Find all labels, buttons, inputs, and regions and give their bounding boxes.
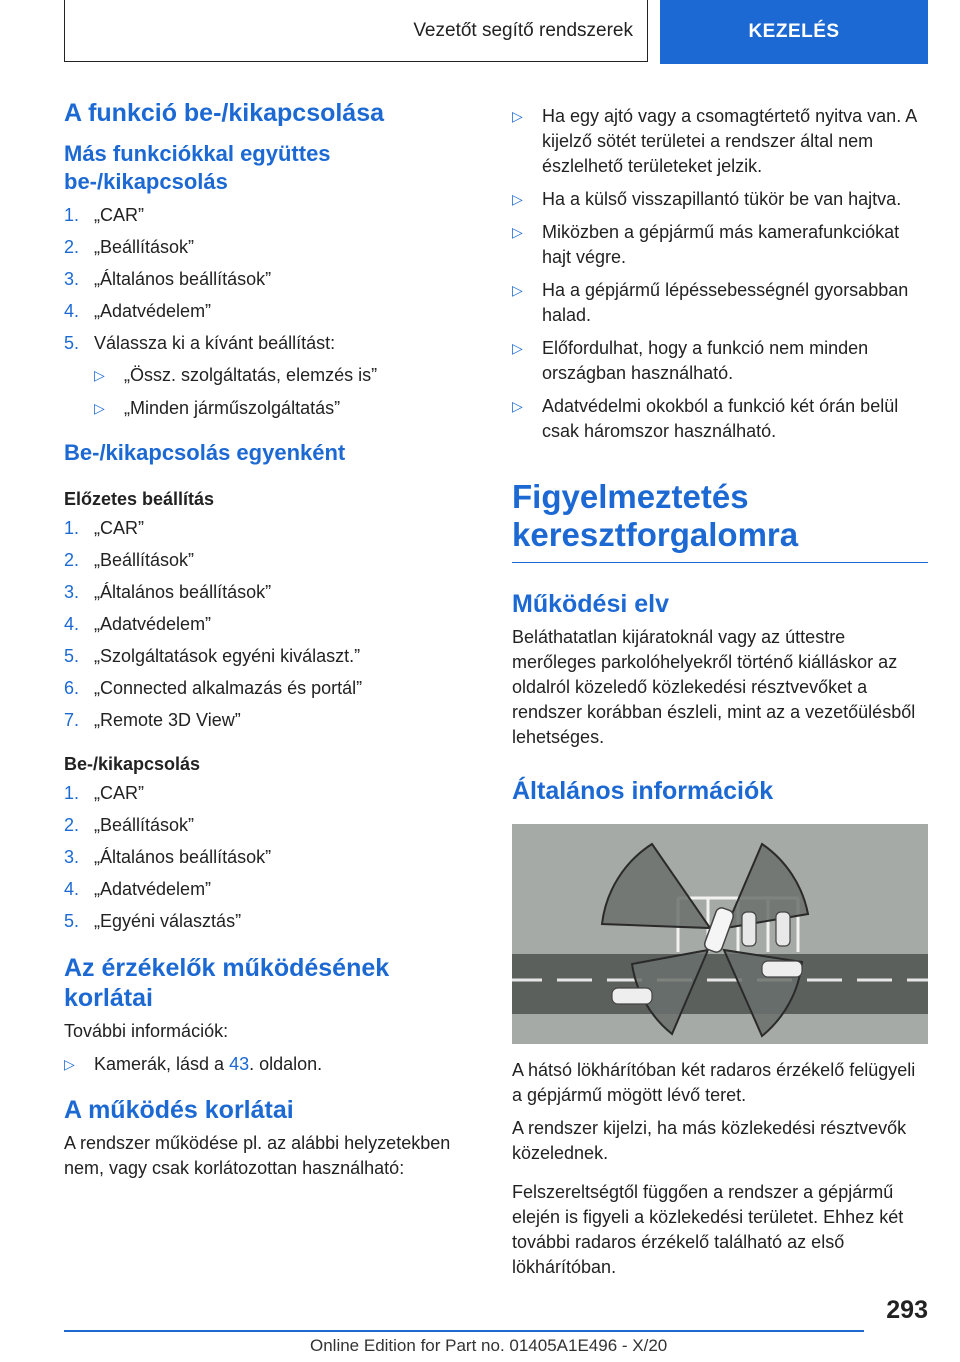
list-item: ▷ Ha a gépjármű lépéssebességnél gyorsabban halad. xyxy=(512,278,928,328)
steps-list-2 xyxy=(64,516,474,732)
list-item: 4. „Adatvédelem” xyxy=(64,613,212,634)
list-item: 2. „Beállítások” xyxy=(64,237,195,257)
general-text-3: Felszereltségtől függően a rendszer a gépjármű elején is figyeli a közlekedési területet. Ehhez két további radaros érzékelő található az első lökhárítóban. xyxy=(512,1181,904,1277)
subheading-preset: Előzetes beállítás xyxy=(64,488,215,509)
heading-combined-toggle: Más funkciókkal együttes be-/kikapcsolás xyxy=(64,141,331,194)
page-link[interactable]: 43 xyxy=(229,1053,250,1074)
triangle-bullet-icon: ▷ xyxy=(512,282,523,298)
triangle-bullet-icon: ▷ xyxy=(512,224,523,240)
triangle-bullet-icon: ▷ xyxy=(64,1055,75,1072)
heading-sensor-limits: Az érzékelők működésének korlátai xyxy=(64,953,390,1012)
section-title: Vezetőt segítő rendszerek xyxy=(64,0,648,62)
list-item: 3. „Általános beállítások” xyxy=(64,846,272,867)
list-item: 2. „Beállítások” xyxy=(64,549,195,570)
heading-individual-toggle: Be-/kikapcsolás egyenként xyxy=(64,440,346,465)
list-item: ▷ Adatvédelmi okokból a funkció két órán belül csak háromszor használható. xyxy=(512,394,928,444)
heading-function-toggle: A funkció be-/kikapcsolása xyxy=(64,99,385,127)
edition-text: Online Edition for Part no. 01405A1E496 - X/20 xyxy=(310,1336,668,1355)
list-item: 2. „Beállítások” xyxy=(64,814,195,835)
list-item: ▷ „Minden járműszolgáltatás” xyxy=(94,396,474,421)
list-item: 5. „Szolgáltatások egyéni kiválaszt.” xyxy=(64,645,361,666)
limits-bullets xyxy=(512,104,928,444)
heading-function-limits: A működés korlátai xyxy=(64,1095,294,1124)
triangle-bullet-icon: ▷ xyxy=(512,108,523,124)
list-item: 4. „Adatvédelem” xyxy=(64,878,212,899)
list-item: 1. „CAR” xyxy=(64,205,144,225)
list-item: 5. „Egyéni választás” xyxy=(64,910,242,931)
list-item: 7. „Remote 3D View” xyxy=(64,709,241,730)
camera-list xyxy=(64,1052,474,1077)
list-item: 4. „Adatvédelem” xyxy=(64,301,212,321)
left-column xyxy=(64,98,474,1189)
list-item: 6. „Connected alkalmazás és portál” xyxy=(64,677,363,698)
triangle-bullet-icon: ▷ xyxy=(94,367,105,383)
list-item: ▷ Kamerák, lásd a 43. oldalon. xyxy=(64,1052,474,1077)
footer-divider xyxy=(64,1330,864,1332)
list-item: ▷ Ha a külső visszapillantó tükör be van hajtva. xyxy=(512,187,928,212)
page-number: 293 xyxy=(886,1296,928,1324)
more-info-text: További információk: xyxy=(64,1020,229,1041)
list-item: ▷ Miközben a gépjármű más kamerafunkciókat hajt végre. xyxy=(512,220,928,270)
list-item: 1. „CAR” xyxy=(64,782,144,803)
list-item: 3. „Általános beállítások” xyxy=(64,581,272,602)
principle-text: Beláthatatlan kijáratoknál vagy az úttestre merőleges parkolóhelyekről történő kiálláskor az oldalról közeledő közlekedési résztvevőket a rendszer korábban észleli, mint az a vezetőülésből lehetséges. xyxy=(512,626,916,747)
list-item: 1. „CAR” xyxy=(64,517,144,538)
heading-general-info: Általános információk xyxy=(512,776,774,805)
triangle-bullet-icon: ▷ xyxy=(512,191,523,207)
page-header xyxy=(64,0,928,64)
list-item: ▷ Előfordulhat, hogy a funkció nem minden országban használható. xyxy=(512,336,928,386)
chapter-tab[interactable]: KEZELÉS xyxy=(660,0,928,64)
list-item: ▷ Ha egy ajtó vagy a csomagtértető nyitva van. A kijelző sötét területei a rendszer által nem észlelhető területeket jelzik. xyxy=(512,104,928,179)
limits-text: A rendszer működése pl. az alábbi helyzetekben nem, vagy csak korlátozottan használható: xyxy=(64,1132,451,1178)
subheading-onoff: Be-/kikapcsolás xyxy=(64,753,201,774)
general-text-2: A rendszer kijelzi, ha más közlekedési résztvevők közelednek. xyxy=(512,1117,907,1163)
general-text-1: A hátsó lökhárítóban két radaros érzékelő felügyeli a gépjármű mögött lévő teret. xyxy=(512,1059,916,1105)
triangle-bullet-icon: ▷ xyxy=(94,400,105,416)
option-list xyxy=(64,363,474,421)
heading-cross-traffic: Figyelmeztetés keresztforgalomra xyxy=(512,478,928,563)
triangle-bullet-icon: ▷ xyxy=(512,340,523,356)
heading-principle: Működési elv xyxy=(512,589,669,618)
steps-list-3 xyxy=(64,781,474,933)
right-column xyxy=(512,104,928,1288)
list-item: ▷ „Össz. szolgáltatás, elemzés is” xyxy=(94,363,474,388)
list-item: 5. Válassza ki a kívánt beállítást: xyxy=(64,333,336,353)
triangle-bullet-icon: ▷ xyxy=(512,398,523,414)
list-item: 3. „Általános beállítások” xyxy=(64,269,272,289)
steps-list-1 xyxy=(64,203,474,355)
cross-traffic-illustration xyxy=(512,824,928,1044)
